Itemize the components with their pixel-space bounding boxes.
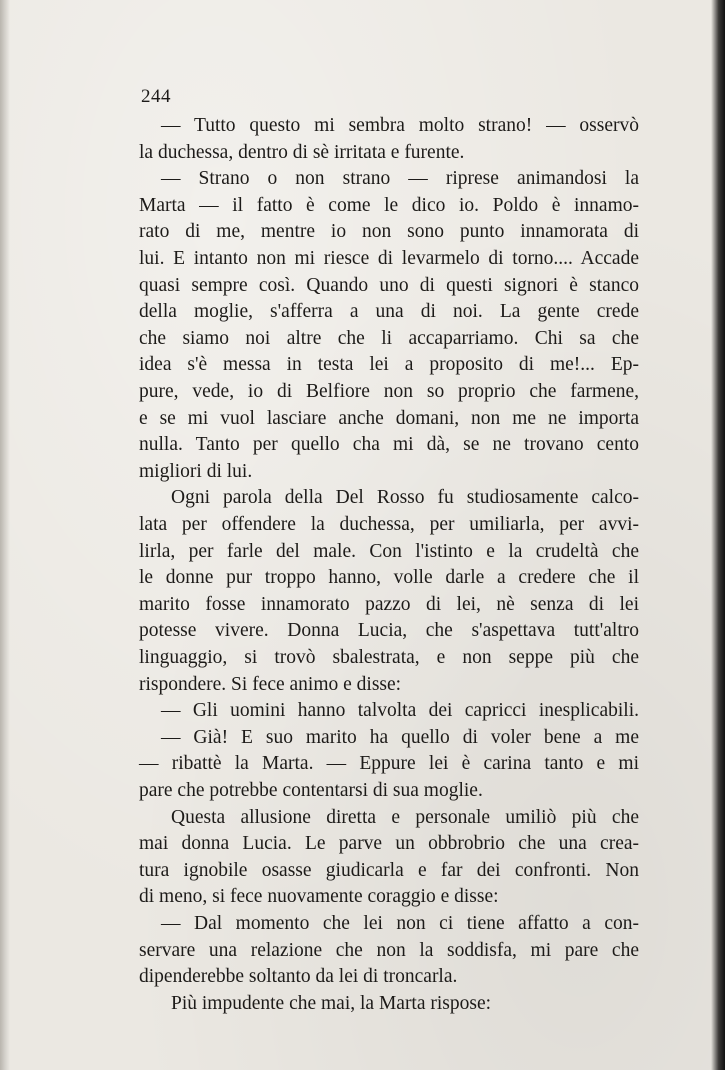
text-line: — Strano o non strano — riprese animandosi la <box>161 168 639 190</box>
text-line: lui. E intanto non mi riesce di levarmelo di torno.... Accade <box>139 248 639 269</box>
text-line: marito fosse innamorato pazzo di lei, nè senza di lei <box>139 593 639 615</box>
text-line: di meno, si fece nuovamente coraggio e disse: <box>139 886 499 908</box>
text-line: — ribattè la Marta. — Eppure lei è carina tanto e mi <box>139 753 639 775</box>
text-line: Ogni parola della Del Rosso fu studiosamente calco- <box>171 487 639 509</box>
text-line: le donne pur troppo hanno, volle darle a credere che il <box>139 567 639 589</box>
text-line: pure, vede, io di Belfiore non so proprio che farmene, <box>139 381 639 402</box>
text-line: tura ignobile osasse giudicarla e far dei confronti. Non <box>139 859 639 881</box>
text-line: lata per offendere la duchessa, per umiliarla, per avvi- <box>139 514 639 535</box>
text-line: migliori di lui. <box>139 460 253 482</box>
text-line: — Già! E suo marito ha quello di voler bene a me <box>161 726 639 748</box>
text-line: Più impudente che mai, la Marta rispose: <box>171 992 492 1014</box>
text-line: quasi sempre così. Quando uno di questi signori è stanco <box>139 274 639 296</box>
text-line: dipenderebbe soltanto da lei di troncarla. <box>139 966 458 988</box>
text-line: della moglie, s'afferra a una di noi. La gente crede <box>139 301 639 323</box>
text-line: mai donna Lucia. Le parve un obbrobrio che una crea- <box>139 833 639 855</box>
text-line: nulla. Tanto per quello cha mi dà, se ne trovano cento <box>139 434 639 456</box>
page-right-edge-shadow <box>711 0 725 1070</box>
text-line: rato di me, mentre io non sono punto innamorata di <box>139 221 639 243</box>
page-left-edge-shadow <box>0 0 10 1070</box>
text-line: servare una relazione che non la soddisfa, mi pare che <box>139 939 639 961</box>
text-line: — Dal momento che lei non ci tiene affatto a con- <box>161 913 639 934</box>
text-line: linguaggio, si trovò sbalestrata, e non seppe più che <box>139 647 639 668</box>
text-line: — Tutto questo mi sembra molto strano! — osservò <box>161 115 639 136</box>
text-line: idea s'è messa in testa lei a proposito di me!... Ep- <box>139 354 639 376</box>
text-line: che siamo noi altre che li accaparriamo. Chi sa che <box>139 327 639 349</box>
text-line: e se mi vuol lasciare anche domani, non me ne importa <box>139 407 639 429</box>
text-line: Questa allusione diretta e personale umiliò più che <box>171 806 639 828</box>
text-line: lirla, per farle del male. Con l'istinto e la crudeltà che <box>139 540 639 562</box>
text-line: potesse vivere. Donna Lucia, che s'aspettava tutt'altro <box>139 620 639 642</box>
text-line: pare che potrebbe contentarsi di sua moglie. <box>139 780 483 801</box>
text-line: rispondere. Si fece animo e disse: <box>139 673 402 695</box>
text-line: la duchessa, dentro di sè irritata e furente. <box>139 141 465 163</box>
page-number: 244 <box>141 86 171 107</box>
text-line: — Gli uomini hanno talvolta dei capricci inesplicabili. <box>161 700 639 722</box>
text-line: Marta — il fatto è come le dico io. Poldo è innamo- <box>139 194 639 216</box>
